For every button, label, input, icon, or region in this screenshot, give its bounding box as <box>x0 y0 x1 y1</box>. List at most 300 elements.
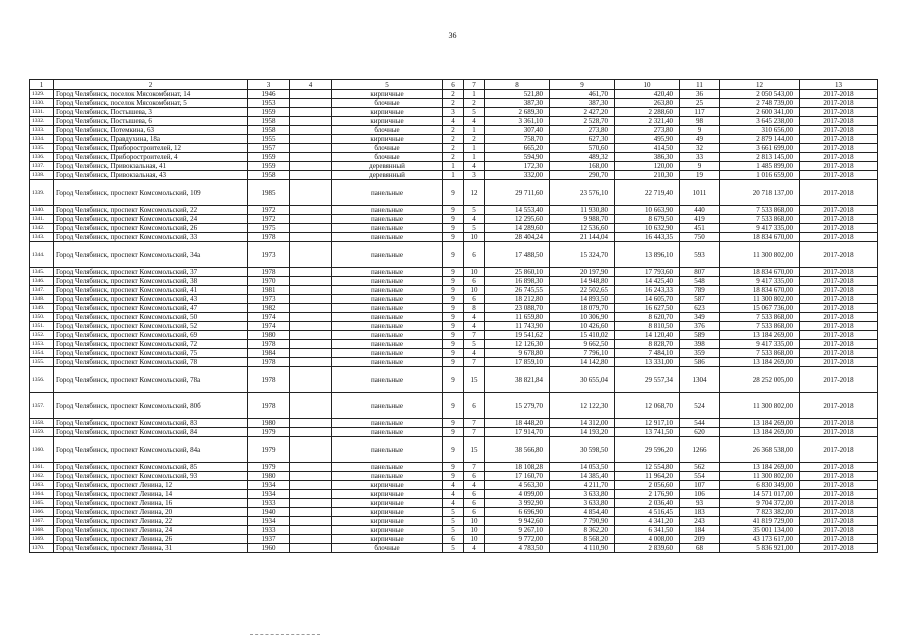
address-cell: Город Челябинск, Привокзальная, 41 <box>54 162 248 171</box>
year-cell: 1978 <box>248 233 290 242</box>
area-living-cell: 3 633,80 <box>550 499 615 508</box>
area-living-cell: 30 655,04 <box>550 367 615 393</box>
cost-cell: 13 184 269,00 <box>720 428 800 437</box>
row-number: 1338. <box>30 171 54 180</box>
residents-cell: 554 <box>680 472 720 481</box>
area-living-cell: 30 598,50 <box>550 437 615 463</box>
entrances-cell: 5 <box>464 206 485 215</box>
table-row <box>30 268 878 277</box>
area-living-cell: 627,30 <box>550 135 615 144</box>
residents-cell: 376 <box>680 322 720 331</box>
period-cell: 2017-2018 <box>800 180 878 206</box>
residents-cell: 93 <box>680 499 720 508</box>
residents-cell: 9 <box>680 162 720 171</box>
period-cell: 2017-2018 <box>800 463 878 472</box>
column-header: 5 <box>332 80 443 90</box>
blank-cell <box>290 108 332 117</box>
period-cell: 2017-2018 <box>800 349 878 358</box>
row-number: 1369. <box>30 535 54 544</box>
blank-cell <box>290 277 332 286</box>
entrances-cell: 10 <box>464 286 485 295</box>
year-cell: 1978 <box>248 367 290 393</box>
cost-cell: 13 184 269,00 <box>720 331 800 340</box>
area-residential-cell: 8 828,70 <box>615 340 680 349</box>
area-living-cell: 23 576,10 <box>550 180 615 206</box>
table-row <box>30 108 878 117</box>
table-row <box>30 295 878 304</box>
area-living-cell: 461,70 <box>550 90 615 99</box>
column-header: 10 <box>615 80 680 90</box>
table-row <box>30 224 878 233</box>
area-total-cell: 25 860,10 <box>485 268 550 277</box>
period-cell: 2017-2018 <box>800 428 878 437</box>
entrances-cell: 4 <box>464 481 485 490</box>
entrances-cell: 15 <box>464 437 485 463</box>
row-number: 1345. <box>30 268 54 277</box>
row-number: 1340. <box>30 206 54 215</box>
entrances-cell: 3 <box>464 171 485 180</box>
blank-cell <box>290 206 332 215</box>
column-header: 4 <box>290 80 332 90</box>
area-residential-cell: 13 896,10 <box>615 242 680 268</box>
address-cell: Город Челябинск, проспект Ленина, 26 <box>54 535 248 544</box>
entrances-cell: 7 <box>464 419 485 428</box>
cost-cell: 6 830 349,00 <box>720 481 800 490</box>
area-living-cell: 11 930,80 <box>550 206 615 215</box>
cost-cell: 20 718 137,00 <box>720 180 800 206</box>
area-residential-cell: 6 341,50 <box>615 526 680 535</box>
area-residential-cell: 10 632,90 <box>615 224 680 233</box>
period-cell: 2017-2018 <box>800 340 878 349</box>
material-cell: блочные <box>332 99 443 108</box>
address-cell: Город Челябинск, Привокзальная, 43 <box>54 171 248 180</box>
column-header: 7 <box>464 80 485 90</box>
area-residential-cell: 7 484,10 <box>615 349 680 358</box>
area-residential-cell: 29 596,20 <box>615 437 680 463</box>
cost-cell: 15 067 736,00 <box>720 304 800 313</box>
blank-cell <box>290 171 332 180</box>
column-header: 9 <box>550 80 615 90</box>
material-cell: кирпичные <box>332 108 443 117</box>
area-total-cell: 4 563,30 <box>485 481 550 490</box>
address-cell: Город Челябинск, Потемкина, 63 <box>54 126 248 135</box>
area-total-cell: 19 541,62 <box>485 331 550 340</box>
period-cell: 2017-2018 <box>800 508 878 517</box>
blank-cell <box>290 472 332 481</box>
address-cell: Город Челябинск, проспект Комсомольский, 26 <box>54 224 248 233</box>
floors-cell: 4 <box>443 499 464 508</box>
area-living-cell: 273,80 <box>550 126 615 135</box>
entrances-cell: 4 <box>464 215 485 224</box>
area-residential-cell: 2 321,40 <box>615 117 680 126</box>
blank-cell <box>290 437 332 463</box>
floors-cell: 9 <box>443 224 464 233</box>
column-header: 11 <box>680 80 720 90</box>
cost-cell: 13 184 269,00 <box>720 419 800 428</box>
period-cell: 2017-2018 <box>800 490 878 499</box>
row-number: 1355. <box>30 358 54 367</box>
material-cell: панельные <box>332 215 443 224</box>
year-cell: 1934 <box>248 490 290 499</box>
period-cell: 2017-2018 <box>800 126 878 135</box>
material-cell: панельные <box>332 472 443 481</box>
period-cell: 2017-2018 <box>800 99 878 108</box>
entrances-cell: 6 <box>464 490 485 499</box>
blank-cell <box>290 242 332 268</box>
cost-cell: 7 533 868,00 <box>720 349 800 358</box>
residents-cell: 9 <box>680 126 720 135</box>
area-total-cell: 9 942,60 <box>485 517 550 526</box>
area-living-cell: 290,70 <box>550 171 615 180</box>
table-row <box>30 331 878 340</box>
cost-cell: 3 645 238,00 <box>720 117 800 126</box>
floors-cell: 9 <box>443 367 464 393</box>
cost-cell: 2 879 144,00 <box>720 135 800 144</box>
area-residential-cell: 2 176,90 <box>615 490 680 499</box>
area-residential-cell: 2 056,60 <box>615 481 680 490</box>
row-number: 1360. <box>30 437 54 463</box>
address-cell: Город Челябинск, проспект Комсомольский, 75 <box>54 349 248 358</box>
row-number: 1335. <box>30 144 54 153</box>
entrances-cell: 1 <box>464 144 485 153</box>
area-total-cell: 17 859,10 <box>485 358 550 367</box>
year-cell: 1978 <box>248 393 290 419</box>
floors-cell: 9 <box>443 268 464 277</box>
area-residential-cell: 14 120,40 <box>615 331 680 340</box>
area-total-cell: 14 289,60 <box>485 224 550 233</box>
residents-cell: 36 <box>680 90 720 99</box>
entrances-cell: 7 <box>464 463 485 472</box>
area-total-cell: 594,90 <box>485 153 550 162</box>
period-cell: 2017-2018 <box>800 367 878 393</box>
blank-cell <box>290 358 332 367</box>
table-row <box>30 419 878 428</box>
area-residential-cell: 4 008,00 <box>615 535 680 544</box>
year-cell: 1934 <box>248 517 290 526</box>
row-number: 1370. <box>30 544 54 553</box>
address-cell: Город Челябинск, проспект Ленина, 12 <box>54 481 248 490</box>
floors-cell: 1 <box>443 171 464 180</box>
floors-cell: 9 <box>443 428 464 437</box>
area-living-cell: 14 948,80 <box>550 277 615 286</box>
row-number: 1356. <box>30 367 54 393</box>
area-residential-cell: 16 443,35 <box>615 233 680 242</box>
area-living-cell: 14 312,00 <box>550 419 615 428</box>
residents-cell: 807 <box>680 268 720 277</box>
year-cell: 1933 <box>248 526 290 535</box>
row-number: 1346. <box>30 277 54 286</box>
area-residential-cell: 120,00 <box>615 162 680 171</box>
blank-cell <box>290 349 332 358</box>
entrances-cell: 10 <box>464 526 485 535</box>
residents-cell: 620 <box>680 428 720 437</box>
material-cell: кирпичные <box>332 508 443 517</box>
material-cell: кирпичные <box>332 481 443 490</box>
table-body <box>30 90 878 553</box>
residents-cell: 183 <box>680 508 720 517</box>
address-cell: Город Челябинск, проспект Комсомольский, 47 <box>54 304 248 313</box>
year-cell: 1985 <box>248 180 290 206</box>
entrances-cell: 7 <box>464 358 485 367</box>
area-total-cell: 3 992,90 <box>485 499 550 508</box>
material-cell: панельные <box>332 277 443 286</box>
material-cell: панельные <box>332 331 443 340</box>
cost-cell: 5 836 921,00 <box>720 544 800 553</box>
area-living-cell: 168,00 <box>550 162 615 171</box>
entrances-cell: 2 <box>464 99 485 108</box>
area-living-cell: 387,30 <box>550 99 615 108</box>
row-number: 1365. <box>30 499 54 508</box>
area-total-cell: 17 914,70 <box>485 428 550 437</box>
area-living-cell: 14 193,20 <box>550 428 615 437</box>
column-header: 1 <box>30 80 54 90</box>
area-living-cell: 7 790,90 <box>550 517 615 526</box>
floors-cell: 9 <box>443 313 464 322</box>
period-cell: 2017-2018 <box>800 117 878 126</box>
blank-cell <box>290 499 332 508</box>
table-row <box>30 117 878 126</box>
cost-cell: 11 300 802,00 <box>720 242 800 268</box>
row-number: 1358. <box>30 419 54 428</box>
area-total-cell: 3 361,10 <box>485 117 550 126</box>
address-cell: Город Челябинск, проспект Комсомольский, 38 <box>54 277 248 286</box>
entrances-cell: 5 <box>464 340 485 349</box>
area-residential-cell: 16 627,50 <box>615 304 680 313</box>
year-cell: 1959 <box>248 108 290 117</box>
period-cell: 2017-2018 <box>800 313 878 322</box>
table-row <box>30 99 878 108</box>
area-living-cell: 489,32 <box>550 153 615 162</box>
table-row <box>30 481 878 490</box>
floors-cell: 9 <box>443 463 464 472</box>
period-cell: 2017-2018 <box>800 135 878 144</box>
address-cell: Город Челябинск, проспект Комсомольский, 50 <box>54 313 248 322</box>
blank-cell <box>290 419 332 428</box>
material-cell: панельные <box>332 419 443 428</box>
blank-cell <box>290 481 332 490</box>
residents-cell: 589 <box>680 331 720 340</box>
area-total-cell: 16 898,30 <box>485 277 550 286</box>
period-cell: 2017-2018 <box>800 526 878 535</box>
area-living-cell: 7 796,10 <box>550 349 615 358</box>
blank-cell <box>290 367 332 393</box>
column-header: 12 <box>720 80 800 90</box>
floors-cell: 2 <box>443 144 464 153</box>
period-cell: 2017-2018 <box>800 233 878 242</box>
area-residential-cell: 14 605,70 <box>615 295 680 304</box>
entrances-cell: 4 <box>464 117 485 126</box>
cost-cell: 9 417 335,00 <box>720 277 800 286</box>
period-cell: 2017-2018 <box>800 295 878 304</box>
floors-cell: 5 <box>443 526 464 535</box>
floors-cell: 9 <box>443 322 464 331</box>
area-total-cell: 387,30 <box>485 99 550 108</box>
blank-cell <box>290 322 332 331</box>
year-cell: 1981 <box>248 286 290 295</box>
area-total-cell: 18 448,20 <box>485 419 550 428</box>
area-total-cell: 23 088,70 <box>485 304 550 313</box>
table-row <box>30 126 878 135</box>
cost-cell: 7 533 868,00 <box>720 322 800 331</box>
year-cell: 1970 <box>248 277 290 286</box>
year-cell: 1973 <box>248 242 290 268</box>
table-row <box>30 322 878 331</box>
address-cell: Город Челябинск, проспект Комсомольский, 85 <box>54 463 248 472</box>
table-row <box>30 349 878 358</box>
area-residential-cell: 4 341,20 <box>615 517 680 526</box>
area-living-cell: 570,60 <box>550 144 615 153</box>
year-cell: 1979 <box>248 437 290 463</box>
material-cell: кирпичные <box>332 517 443 526</box>
year-cell: 1978 <box>248 340 290 349</box>
area-living-cell: 14 142,80 <box>550 358 615 367</box>
table-row <box>30 544 878 553</box>
blank-cell <box>290 215 332 224</box>
year-cell: 1958 <box>248 117 290 126</box>
row-number: 1354. <box>30 349 54 358</box>
blank-cell <box>290 526 332 535</box>
material-cell: панельные <box>332 437 443 463</box>
period-cell: 2017-2018 <box>800 481 878 490</box>
residents-cell: 243 <box>680 517 720 526</box>
material-cell: кирпичные <box>332 490 443 499</box>
row-number: 1368. <box>30 526 54 535</box>
residents-cell: 68 <box>680 544 720 553</box>
blank-cell <box>290 508 332 517</box>
table-row <box>30 90 878 99</box>
table-row <box>30 508 878 517</box>
residents-cell: 398 <box>680 340 720 349</box>
area-residential-cell: 17 793,60 <box>615 268 680 277</box>
address-cell: Город Челябинск, проспект Комсомольский, 24 <box>54 215 248 224</box>
area-total-cell: 29 711,60 <box>485 180 550 206</box>
year-cell: 1980 <box>248 472 290 481</box>
period-cell: 2017-2018 <box>800 277 878 286</box>
cost-cell: 9 417 335,00 <box>720 340 800 349</box>
entrances-cell: 8 <box>464 304 485 313</box>
area-total-cell: 17 160,70 <box>485 472 550 481</box>
floors-cell: 2 <box>443 135 464 144</box>
cost-cell: 9 704 372,00 <box>720 499 800 508</box>
material-cell: кирпичные <box>332 535 443 544</box>
row-number: 1367. <box>30 517 54 526</box>
entrances-cell: 15 <box>464 367 485 393</box>
material-cell: панельные <box>332 295 443 304</box>
row-number: 1353. <box>30 340 54 349</box>
blank-cell <box>290 304 332 313</box>
address-cell: Город Челябинск, проспект Комсомольский, 52 <box>54 322 248 331</box>
year-cell: 1972 <box>248 215 290 224</box>
row-number: 1342. <box>30 224 54 233</box>
floors-cell: 9 <box>443 331 464 340</box>
blank-cell <box>290 117 332 126</box>
cost-cell: 26 368 538,00 <box>720 437 800 463</box>
residents-cell: 117 <box>680 108 720 117</box>
address-cell: Город Челябинск, проспект Комсомольский, 84 <box>54 428 248 437</box>
entrances-cell: 10 <box>464 233 485 242</box>
address-cell: Город Челябинск, проспект Комсомольский, 22 <box>54 206 248 215</box>
entrances-cell: 4 <box>464 544 485 553</box>
area-total-cell: 665,20 <box>485 144 550 153</box>
material-cell: панельные <box>332 286 443 295</box>
blank-cell <box>290 144 332 153</box>
material-cell: панельные <box>332 393 443 419</box>
residents-cell: 349 <box>680 313 720 322</box>
residents-cell: 451 <box>680 224 720 233</box>
column-header: 13 <box>800 80 878 90</box>
address-cell: Город Челябинск, Постышева, 6 <box>54 117 248 126</box>
footer-line <box>250 634 320 635</box>
area-total-cell: 12 126,30 <box>485 340 550 349</box>
row-number: 1336. <box>30 153 54 162</box>
row-number: 1347. <box>30 286 54 295</box>
row-number: 1331. <box>30 108 54 117</box>
floors-cell: 1 <box>443 162 464 171</box>
material-cell: панельные <box>332 206 443 215</box>
entrances-cell: 10 <box>464 268 485 277</box>
year-cell: 1958 <box>248 126 290 135</box>
table-row <box>30 535 878 544</box>
blank-cell <box>290 517 332 526</box>
blank-cell <box>290 544 332 553</box>
cost-cell: 7 533 868,00 <box>720 206 800 215</box>
blank-cell <box>290 428 332 437</box>
area-residential-cell: 273,80 <box>615 126 680 135</box>
period-cell: 2017-2018 <box>800 544 878 553</box>
address-cell: Город Челябинск, Правдухина, 18а <box>54 135 248 144</box>
floors-cell: 9 <box>443 340 464 349</box>
entrances-cell: 4 <box>464 349 485 358</box>
material-cell: кирпичные <box>332 90 443 99</box>
cost-cell: 11 300 802,00 <box>720 393 800 419</box>
year-cell: 1946 <box>248 90 290 99</box>
residents-cell: 359 <box>680 349 720 358</box>
area-living-cell: 14 893,50 <box>550 295 615 304</box>
cost-cell: 41 819 729,00 <box>720 517 800 526</box>
material-cell: блочные <box>332 126 443 135</box>
cost-cell: 28 252 005,00 <box>720 367 800 393</box>
material-cell: блочные <box>332 144 443 153</box>
area-residential-cell: 16 243,33 <box>615 286 680 295</box>
address-cell: Город Челябинск, проспект Ленина, 31 <box>54 544 248 553</box>
material-cell: деревянный <box>332 171 443 180</box>
area-living-cell: 3 633,80 <box>550 490 615 499</box>
area-residential-cell: 2 288,60 <box>615 108 680 117</box>
area-total-cell: 9 772,00 <box>485 535 550 544</box>
area-total-cell: 2 689,30 <box>485 108 550 117</box>
table-row <box>30 340 878 349</box>
cost-cell: 7 823 382,00 <box>720 508 800 517</box>
entrances-cell: 6 <box>464 499 485 508</box>
area-living-cell: 9 988,70 <box>550 215 615 224</box>
address-cell: Город Челябинск, проспект Комсомольский, 72 <box>54 340 248 349</box>
material-cell: панельные <box>332 358 443 367</box>
table-row <box>30 171 878 180</box>
table-row <box>30 304 878 313</box>
floors-cell: 5 <box>443 544 464 553</box>
cost-cell: 2 600 341,00 <box>720 108 800 117</box>
residents-cell: 586 <box>680 358 720 367</box>
area-living-cell: 15 410,02 <box>550 331 615 340</box>
floors-cell: 9 <box>443 472 464 481</box>
residents-cell: 789 <box>680 286 720 295</box>
table-row <box>30 428 878 437</box>
residents-cell: 1266 <box>680 437 720 463</box>
area-residential-cell: 12 917,10 <box>615 419 680 428</box>
entrances-cell: 6 <box>464 508 485 517</box>
address-cell: Город Челябинск, проспект Комсомольский, 93 <box>54 472 248 481</box>
table-row <box>30 437 878 463</box>
